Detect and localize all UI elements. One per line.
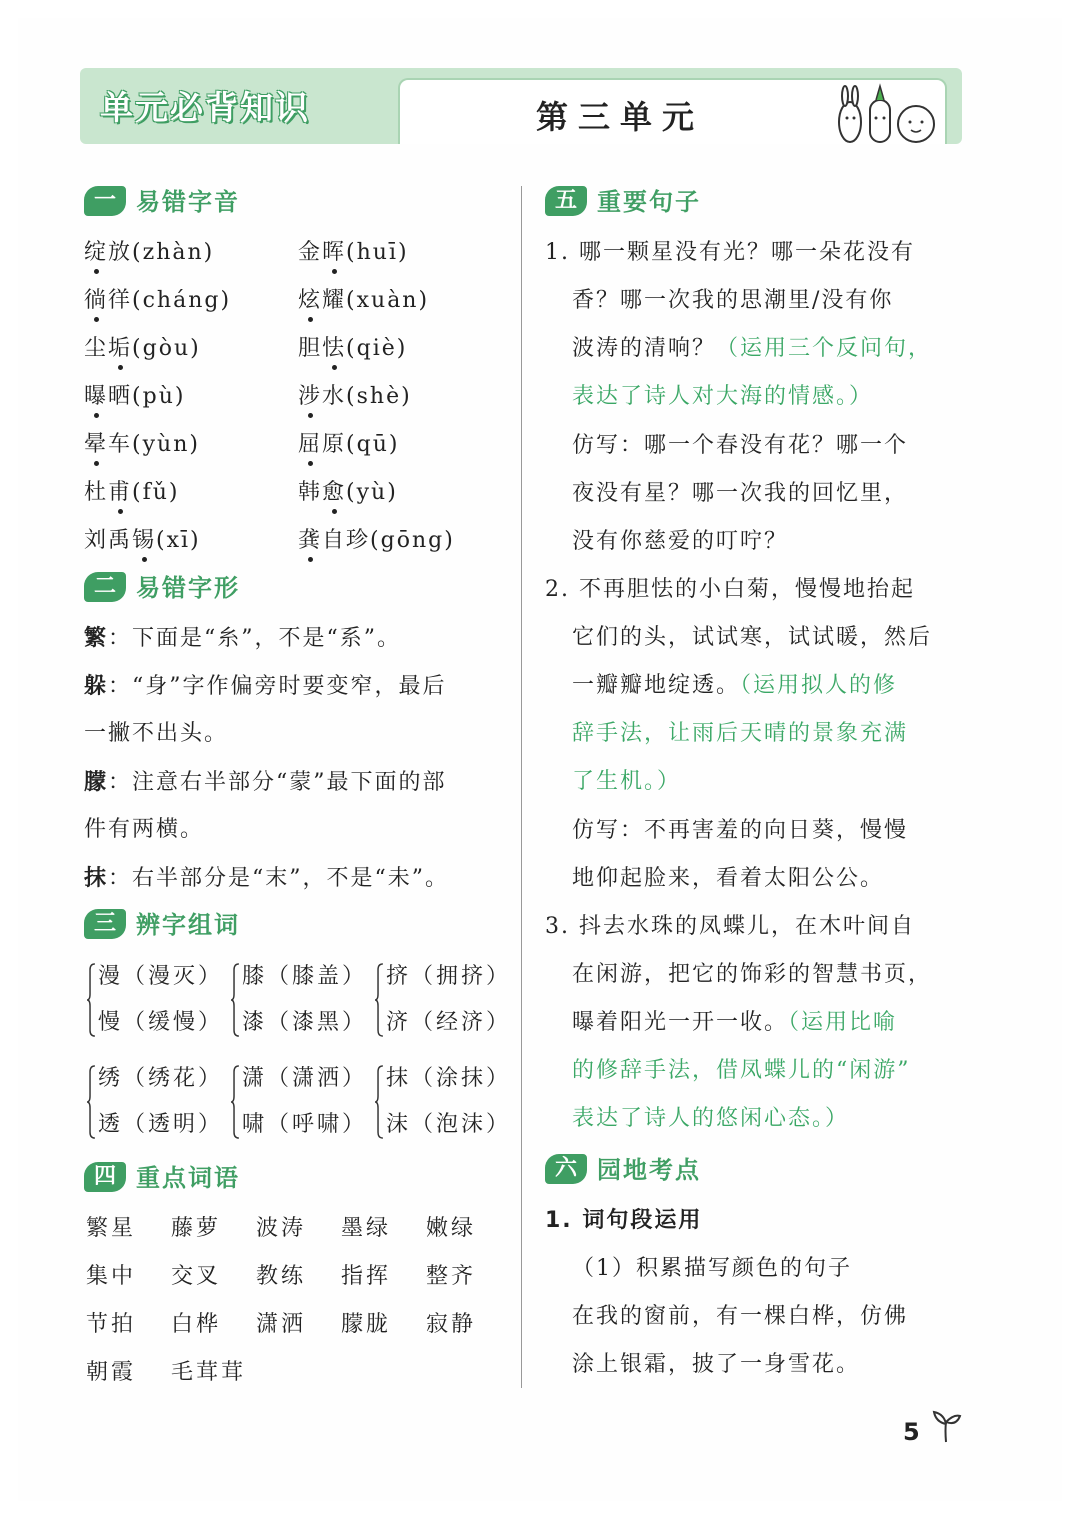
shape-line bbox=[84, 863, 449, 894]
pron-char: 胆 bbox=[298, 336, 323, 361]
pinyin: (yù) bbox=[346, 480, 398, 505]
sentence-line: 在闲游，把它的饰彩的智慧书页， bbox=[572, 962, 933, 987]
pair-word: 沫（泡沫） bbox=[386, 1112, 512, 1137]
pron-char: 原 bbox=[322, 432, 347, 457]
sentence-line bbox=[572, 334, 932, 364]
pron-char: 刘禹 bbox=[84, 528, 133, 553]
garden-subheading: （1）积累描写颜色的句子 bbox=[572, 1256, 852, 1281]
key-word: 教练 bbox=[256, 1264, 307, 1289]
sprout-icon bbox=[928, 1408, 964, 1444]
sentence-note-line: 辞手法，让雨后天晴的景象充满 bbox=[572, 721, 909, 746]
pair-word: 抹（涂抹） bbox=[386, 1066, 512, 1091]
pron-char: 韩 bbox=[298, 480, 323, 505]
column-divider bbox=[521, 186, 522, 1388]
pinyin: (gōng) bbox=[370, 528, 455, 553]
shape-text: ：右半部分是“末”，不是“未”。 bbox=[108, 866, 450, 891]
pron-char: 晖 bbox=[322, 238, 346, 268]
word-pair bbox=[230, 962, 370, 1042]
pron-item bbox=[84, 334, 201, 364]
section-title: 园地考点 bbox=[597, 1156, 701, 1184]
garden-line: 涂上银霜，披了一身雪花。 bbox=[572, 1352, 861, 1377]
pron-char: 甫 bbox=[108, 478, 132, 508]
pair-word: 慢（缓慢） bbox=[98, 1010, 224, 1035]
pron-char: 涉 bbox=[298, 382, 322, 412]
shape-line bbox=[84, 815, 204, 845]
section-title: 易错字音 bbox=[136, 188, 240, 216]
pron-item bbox=[298, 430, 399, 460]
sentence-line: 仿写：哪一个春没有花？哪一个 bbox=[572, 433, 909, 458]
section-title: 重要句子 bbox=[597, 188, 701, 216]
key-word: 藤萝 bbox=[171, 1216, 222, 1241]
key-word: 潇洒 bbox=[256, 1312, 307, 1337]
sentence-line: 它们的头，试试寒，试试暖，然后 bbox=[572, 625, 933, 650]
pron-char: 晕 bbox=[84, 430, 108, 460]
pron-char: 金 bbox=[298, 240, 323, 265]
key-word: 节拍 bbox=[86, 1312, 137, 1337]
pron-char: 曝 bbox=[84, 382, 108, 412]
sentence-note-line: 表达了诗人的悠闲心态。） bbox=[572, 1106, 850, 1131]
brace-icon bbox=[86, 962, 96, 1038]
pron-item bbox=[84, 286, 231, 316]
pron-item bbox=[298, 478, 398, 508]
word-pair bbox=[374, 1064, 514, 1144]
key-word: 波涛 bbox=[256, 1216, 307, 1241]
word-pair bbox=[230, 1064, 370, 1144]
sentence-line bbox=[572, 671, 897, 701]
pinyin: (huī) bbox=[346, 240, 409, 265]
pron-char: 水 bbox=[322, 384, 347, 409]
key-word: 墨绿 bbox=[341, 1216, 392, 1241]
pinyin: (shè) bbox=[346, 384, 412, 409]
pron-char: 自珍 bbox=[322, 528, 371, 553]
sentence-note: （运用三个反问句， bbox=[716, 336, 933, 361]
pron-item bbox=[84, 238, 214, 268]
pair-word: 透（透明） bbox=[98, 1112, 224, 1137]
sentence-line: 1. 哪一颗星没有光？哪一朵花没有 bbox=[545, 240, 915, 265]
shape-char: 躲 bbox=[84, 673, 109, 699]
section-title: 易错字形 bbox=[136, 574, 240, 602]
shape-line bbox=[84, 623, 401, 654]
section-number: 一 bbox=[84, 186, 126, 216]
pron-char: 徜 bbox=[84, 286, 108, 316]
sentence-line: 2. 不再胆怯的小白菊，慢慢地抬起 bbox=[545, 577, 915, 602]
pinyin: (xuàn) bbox=[346, 288, 430, 313]
key-word: 嫩绿 bbox=[426, 1216, 477, 1241]
garden-line: 在我的窗前，有一棵白桦，仿佛 bbox=[572, 1304, 909, 1329]
pron-char: 耀 bbox=[322, 288, 347, 313]
pron-char: 怯 bbox=[322, 334, 346, 364]
pair-word: 潇（潇洒） bbox=[242, 1066, 368, 1091]
page-number: 5 bbox=[903, 1418, 920, 1446]
word-pair bbox=[374, 962, 514, 1042]
sentence-line: 没有你慈爱的叮咛？ bbox=[572, 529, 789, 554]
pron-item bbox=[84, 526, 201, 556]
sentence-note-line: 的修辞手法，借凤蝶儿的“闲游” bbox=[572, 1058, 911, 1083]
brace-icon bbox=[230, 962, 240, 1038]
key-word: 指挥 bbox=[341, 1264, 392, 1289]
key-word: 毛茸茸 bbox=[171, 1360, 247, 1385]
pair-word: 漫（漫灭） bbox=[98, 964, 224, 989]
pron-char: 晒 bbox=[108, 384, 133, 409]
key-word: 集中 bbox=[86, 1264, 137, 1289]
pron-char: 锡 bbox=[132, 526, 156, 556]
shape-text: ：“身”字作偏旁时要变窄，最后 bbox=[108, 674, 447, 699]
header-tag: 单元必背知识 bbox=[100, 88, 310, 127]
pinyin: (cháng) bbox=[132, 288, 232, 313]
sentence-line: 香？哪一次我的思潮里/没有你 bbox=[572, 288, 894, 313]
shape-line bbox=[84, 719, 228, 749]
shape-text: ：下面是“糸”，不是“系”。 bbox=[108, 626, 402, 651]
section-number: 五 bbox=[545, 186, 587, 216]
pron-char: 放 bbox=[108, 240, 133, 265]
pron-item bbox=[84, 382, 185, 412]
sentence-line bbox=[572, 1008, 897, 1038]
pron-char: 龚 bbox=[298, 526, 322, 556]
key-word: 朝霞 bbox=[86, 1360, 137, 1385]
pron-item bbox=[298, 382, 412, 412]
shape-line bbox=[84, 767, 447, 798]
section-number: 二 bbox=[84, 572, 126, 602]
section-number: 四 bbox=[84, 1162, 126, 1192]
section-title: 重点词语 bbox=[136, 1164, 240, 1192]
pron-item bbox=[84, 478, 180, 508]
pair-word: 绣（绣花） bbox=[98, 1066, 224, 1091]
sentence-text: 波涛的清响？ bbox=[572, 336, 717, 361]
shape-char: 繁 bbox=[84, 625, 109, 651]
shape-text: ：注意右半部分“蒙”最下面的部 bbox=[108, 770, 447, 795]
pron-char: 炫 bbox=[298, 286, 322, 316]
key-word: 繁星 bbox=[86, 1216, 137, 1241]
pinyin: (qiè) bbox=[346, 336, 408, 361]
key-word: 寂静 bbox=[426, 1312, 477, 1337]
garden-heading: 1. 词句段运用 bbox=[545, 1208, 703, 1233]
pron-char: 杜 bbox=[84, 480, 109, 505]
pron-char: 愈 bbox=[322, 478, 346, 508]
pron-item bbox=[298, 526, 455, 556]
unit-title: 第三单元 bbox=[536, 98, 705, 136]
section-number: 三 bbox=[84, 909, 126, 939]
key-word: 交叉 bbox=[171, 1264, 222, 1289]
pair-word: 膝（膝盖） bbox=[242, 964, 368, 989]
sentence-line: 地仰起脸来，看着太阳公公。 bbox=[572, 866, 885, 891]
brace-icon bbox=[230, 1064, 240, 1140]
pinyin: (yùn) bbox=[132, 432, 200, 457]
pron-char: 徉 bbox=[108, 288, 133, 313]
pron-char: 尘 bbox=[84, 336, 109, 361]
sentence-text: 一瓣瓣地绽透。 bbox=[572, 673, 741, 698]
word-pair bbox=[86, 1064, 226, 1144]
shape-text: 件有两横。 bbox=[84, 817, 205, 842]
sentence-line: 夜没有星？哪一次我的回忆里， bbox=[572, 481, 909, 506]
pinyin: (gòu) bbox=[132, 336, 201, 361]
brace-icon bbox=[374, 1064, 384, 1140]
sentence-line: 仿写：不再害羞的向日葵，慢慢 bbox=[572, 818, 909, 843]
shape-text: 一撇不出头。 bbox=[84, 721, 229, 746]
pinyin: (qū) bbox=[346, 432, 400, 457]
sentence-note-line: 了生机。） bbox=[572, 769, 682, 794]
pron-char: 绽 bbox=[84, 238, 108, 268]
word-pair bbox=[86, 962, 226, 1042]
pinyin: (xī) bbox=[156, 528, 201, 553]
brace-icon bbox=[374, 962, 384, 1038]
pinyin: (zhàn) bbox=[132, 240, 215, 265]
pron-item bbox=[298, 286, 429, 316]
sentence-note: （运用拟人的修 bbox=[740, 673, 898, 698]
section-title: 辨字组词 bbox=[136, 911, 240, 939]
shape-char: 朦 bbox=[84, 769, 109, 795]
key-word: 整齐 bbox=[426, 1264, 477, 1289]
pron-char: 垢 bbox=[108, 334, 132, 364]
shape-line bbox=[84, 671, 447, 702]
key-word: 朦胧 bbox=[341, 1312, 392, 1337]
shape-char: 抹 bbox=[84, 865, 109, 891]
pron-item bbox=[84, 430, 200, 460]
pair-word: 挤（拥挤） bbox=[386, 964, 512, 989]
pron-item bbox=[298, 334, 407, 364]
section-number: 六 bbox=[545, 1154, 587, 1184]
pair-word: 济（经济） bbox=[386, 1010, 512, 1035]
sentence-text: 曝着阳光一开一收。 bbox=[572, 1010, 789, 1035]
pron-char: 车 bbox=[108, 432, 133, 457]
pinyin: (fǔ) bbox=[132, 480, 180, 505]
pron-item bbox=[298, 238, 409, 268]
brace-icon bbox=[86, 1064, 96, 1140]
pron-char: 屈 bbox=[298, 430, 322, 460]
sentence-note: （运用比喻 bbox=[788, 1010, 898, 1035]
sentence-note-line: 表达了诗人对大海的情感。） bbox=[572, 384, 874, 409]
pair-word: 啸（呼啸） bbox=[242, 1112, 368, 1137]
pinyin: (pù) bbox=[132, 384, 186, 409]
pair-word: 漆（漆黑） bbox=[242, 1010, 368, 1035]
sentence-line: 3. 抖去水珠的凤蝶儿，在木叶间自 bbox=[545, 914, 915, 939]
key-word: 白桦 bbox=[171, 1312, 222, 1337]
cartoon-characters-icon bbox=[836, 82, 946, 144]
